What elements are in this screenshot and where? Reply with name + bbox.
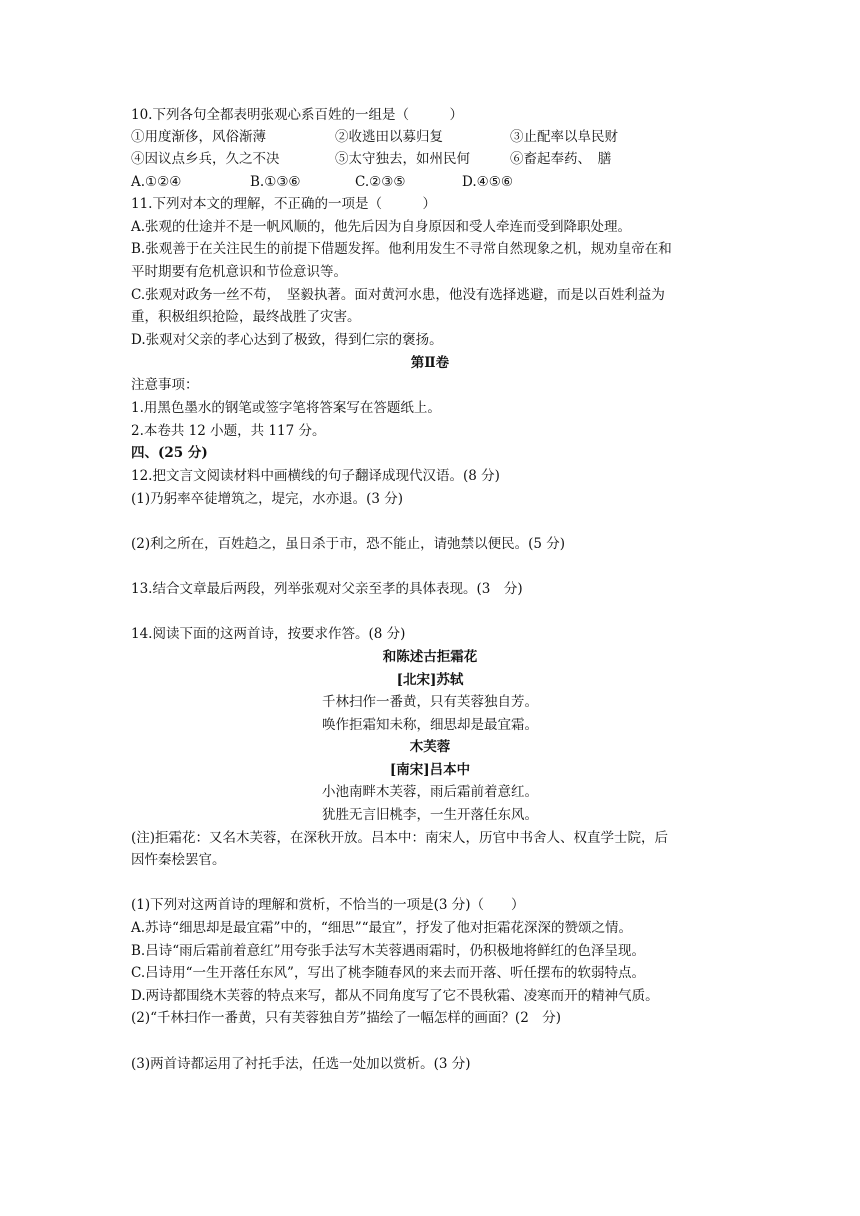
q10-option-c: C.②③⑤ [355, 174, 406, 190]
q10-option-a: A.①②④ [131, 174, 182, 190]
q10-item-4: ④因议点乡兵，久之不决 [131, 151, 280, 167]
q12-sentence-1: (1)乃躬率卒徒增筑之，堤完，水亦退。(3 分) [131, 491, 404, 507]
q14-option-b: B.吕诗“雨后霜前着意红”用夸张手法写木芙蓉遇雨霜时，仍积极地将鲜红的色泽呈现。 [131, 943, 646, 959]
notice-title: 注意事项： [131, 377, 199, 393]
q14-stem: 14.阅读下面的这两首诗，按要求作答。(8 分) [131, 626, 406, 642]
q11-stem: 11.下列对本文的理解，不正确的一项是（ ） [131, 196, 436, 212]
q14-sub2-stem: (2)“千林扫作一番黄，只有芙蓉独自芳”描绘了一幅怎样的画面？(2 分) [131, 1010, 562, 1026]
part-heading: 四、(25 分) [131, 445, 208, 461]
q10-item-3: ③止配率以阜民财 [510, 129, 618, 145]
q10-option-d: D.④⑤⑥ [462, 174, 513, 190]
poem2-line-1: 小池南畔木芙蓉，雨后霜前着意红。 [322, 784, 538, 800]
poem1-line-2: 唤作拒霜知未称，细思却是最宜霜。 [322, 717, 538, 733]
notice-item-1: 1.用黑色墨水的钢笔或签字笔将答案写在答题纸上。 [131, 400, 441, 416]
q14-option-d: D.两诗都围绕木芙蓉的特点来写，都从不同角度写了它不畏秋霜、凌寒而开的精神气质。 [131, 988, 659, 1004]
q11-option-b-line1: B.张观善于在关注民生的前提下借题发挥。他利用发生不寻常自然现象之机，规劝皇帝在和 [131, 241, 672, 257]
q14-sub1-stem: (1)下列对这两首诗的理解和赏析，不恰当的一项是(3 分)（ ） [131, 897, 525, 913]
q11-option-c-line1: C.张观对政务一丝不苟， 坚毅执著。面对黄河水患，他没有选择逃避，而是以百姓利益为 [131, 287, 665, 303]
q10-item-1: ①用度渐侈，风俗渐薄 [131, 129, 266, 145]
q10-item-6: ⑥畜起奉药、 膳 [510, 151, 612, 167]
q14-option-c: C.吕诗用“一生开落任东风”，写出了桃李随春风的来去而开落、听任摆布的软弱特点。 [131, 965, 645, 981]
poem2-author: [南宋]吕本中 [389, 762, 471, 778]
q12-sentence-2: (2)利之所在，百姓趋之，虽日杀于市，恐不能止，请弛禁以便民。(5 分) [131, 536, 566, 552]
poem2-line-2: 犹胜无言旧桃李，一生开落任东风。 [322, 807, 538, 823]
q11-option-a: A.张观的仕途并不是一帆风顺的，他先后因为自身原因和受人牵连而受到降职处理。 [131, 219, 632, 235]
q10-item-5: ⑤太守独去，如州民何 [335, 151, 470, 167]
q14-sub3-stem: (3)两首诗都运用了衬托手法，任选一处加以赏析。(3 分) [131, 1056, 471, 1072]
poem-note-line2: 因忤秦桧罢官。 [131, 852, 226, 868]
poem1-line-1: 千林扫作一番黄，只有芙蓉独自芳。 [322, 694, 538, 710]
poem-note-line1: (注)拒霜花：又名木芙蓉，在深秋开放。吕本中：南宋人，历官中书舍人、权直学士院，后 [131, 830, 669, 846]
q12-stem: 12.把文言文阅读材料中画横线的句子翻译成现代汉语。(8 分) [131, 468, 500, 484]
poem1-author: [北宋]苏轼 [396, 672, 464, 688]
q10-item-2: ②收逃田以募归复 [335, 129, 443, 145]
q10-stem: 10.下列各句全都表明张观心系百姓的一组是（ ） [131, 107, 463, 123]
poem1-title: 和陈述古拒霜花 [382, 649, 478, 665]
notice-item-2: 2.本卷共 12 小题，共 117 分。 [131, 423, 326, 439]
q14-option-a: A.苏诗“细思却是最宜霜”中的，“细思”“最宜”，抒发了他对拒霜花深深的赞颂之情。 [131, 920, 632, 936]
q10-option-b: B.①③⑥ [250, 174, 301, 190]
q11-option-c-line2: 重，积极组织抢险，最终战胜了灾害。 [131, 309, 361, 325]
q11-option-b-line2: 平时期要有危机意识和节俭意识等。 [131, 264, 347, 280]
q13-stem: 13.结合文章最后两段，列举张观对父亲至孝的具体表现。(3 分) [131, 581, 523, 597]
section-title: 第Ⅱ卷 [410, 355, 450, 371]
poem2-title: 木芙蓉 [409, 739, 451, 755]
q11-option-d: D.张观对父亲的孝心达到了极致，得到仁宗的褒扬。 [131, 332, 443, 348]
